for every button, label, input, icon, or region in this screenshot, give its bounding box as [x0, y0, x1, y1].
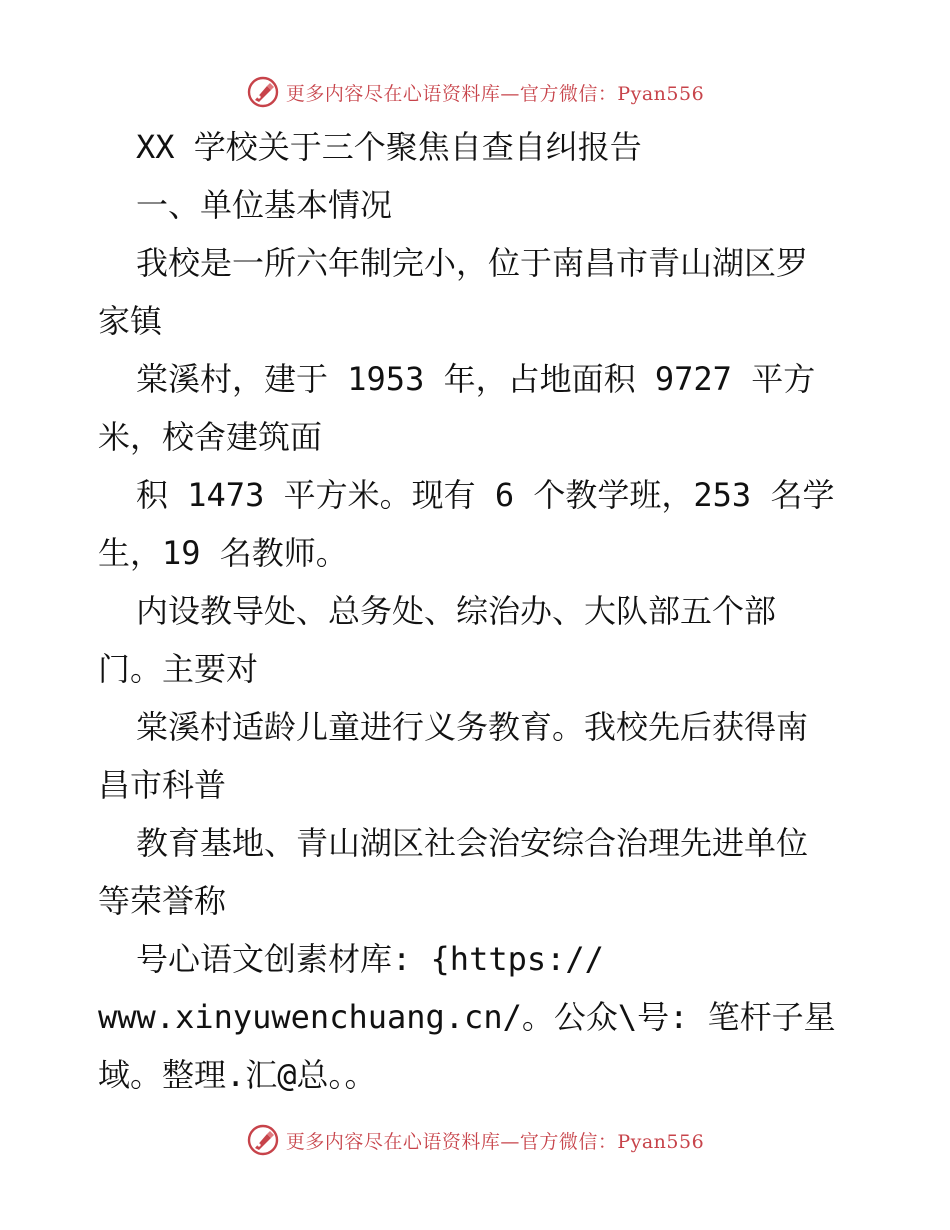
- paragraph-line: 生，19 名教师。: [98, 534, 348, 572]
- fountain-pen-logo-icon: [246, 1123, 280, 1157]
- paragraph-line: 米，校舍建筑面: [98, 418, 323, 456]
- document-title: XX 学校关于三个聚焦自查自纠报告: [136, 128, 642, 166]
- footer-banner: [0, 1120, 950, 1160]
- paragraph-line: 积 1473 平方米。现有 6 个教学班，253 名学: [136, 476, 835, 514]
- section-heading: 一、单位基本情况: [136, 186, 393, 224]
- footer-banner-text: 更多内容尽在心语资料库—官方微信：Pyan556: [285, 1130, 705, 1153]
- document-body: [98, 118, 858, 1104]
- paragraph-line: 号心语文创素材库: {https://: [136, 940, 604, 978]
- paragraph-line: 棠溪村适龄儿童进行义务教育。我校先后获得南: [136, 708, 809, 746]
- paragraph-line: 我校是一所六年制完小，位于南昌市青山湖区罗: [136, 244, 809, 282]
- paragraph-line: www.xinyuwenchuang.cn/。公众\号: 笔杆子星: [98, 998, 836, 1036]
- paragraph-line: 内设教导处、总务处、综治办、大队部五个部: [136, 592, 777, 630]
- paragraph-line: 棠溪村，建于 1953 年，占地面积 9727 平方: [136, 360, 816, 398]
- paragraph-line: 教育基地、青山湖区社会治安综合治理先进单位: [136, 824, 809, 862]
- paragraph-line: 家镇: [98, 302, 163, 340]
- header-banner-text: 更多内容尽在心语资料库—官方微信：Pyan556: [285, 82, 705, 105]
- fountain-pen-logo-icon: [246, 75, 280, 109]
- paragraph-line: 门。主要对: [98, 650, 259, 688]
- paragraph-line: 域。整理.汇@总。。: [98, 1056, 377, 1094]
- paragraph-line: 等荣誉称: [98, 882, 227, 920]
- header-banner: [0, 72, 950, 112]
- paragraph-line: 昌市科普: [98, 766, 227, 804]
